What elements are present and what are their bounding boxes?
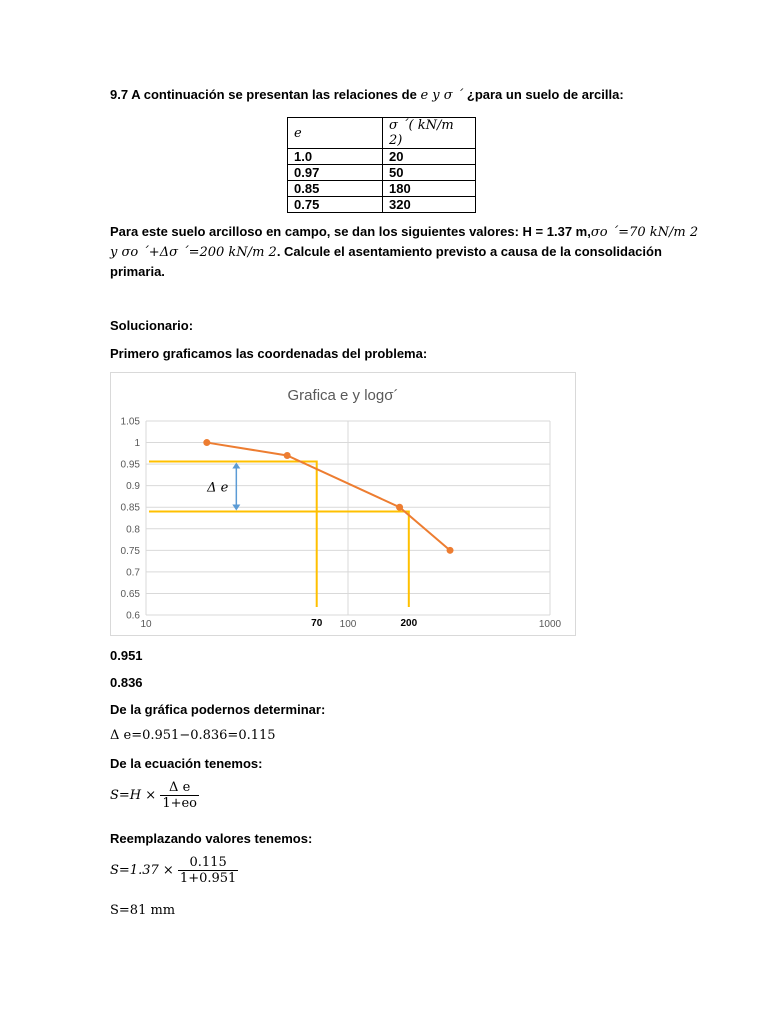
data-point bbox=[284, 452, 291, 459]
table-row bbox=[288, 165, 476, 181]
replacing-text: Reemplazando valores tenemos: bbox=[110, 831, 313, 846]
problem-math: e y σ ´ bbox=[420, 88, 464, 103]
table-row bbox=[288, 149, 476, 165]
table-cell: 0.85 bbox=[288, 181, 383, 197]
solution-heading: Solucionario: bbox=[110, 318, 194, 333]
delta-e-equation: Δ e=0.951−0.836=0.115 bbox=[110, 728, 276, 743]
paragraph-line-1 bbox=[110, 224, 698, 240]
delta-e-label: Δ e bbox=[207, 480, 229, 496]
settlement-result: S=81 mm bbox=[110, 903, 176, 918]
y-tick-label: 0.8 bbox=[126, 524, 140, 536]
settlement-formula bbox=[110, 780, 199, 811]
e-value-2: 0.836 bbox=[110, 675, 143, 690]
e-value-1: 0.951 bbox=[110, 648, 143, 663]
table-row bbox=[288, 181, 476, 197]
y-tick-label: 0.7 bbox=[126, 567, 140, 579]
data-table bbox=[287, 117, 476, 213]
calc-lhs: S=1.37 × bbox=[110, 863, 174, 878]
table-cell: 180 bbox=[383, 181, 476, 197]
problem-line-1 bbox=[110, 87, 624, 103]
chart-svg bbox=[111, 373, 575, 635]
x-tick-label: 1000 bbox=[538, 619, 562, 630]
table-header-cell: e bbox=[288, 118, 383, 149]
data-point bbox=[203, 439, 210, 446]
table-header-cell: σ ´( kN/m 2) bbox=[383, 118, 476, 149]
chart-title: Grafica e y logσ´ bbox=[287, 387, 399, 404]
y-tick-label: 0.95 bbox=[120, 459, 140, 471]
solution-intro: Primero graficamos las coordenadas del problema: bbox=[110, 346, 428, 361]
reference-line-sigma-final bbox=[149, 512, 409, 607]
chart bbox=[110, 372, 576, 636]
sigma-reference-label: 70 bbox=[311, 618, 323, 629]
table-cell: 320 bbox=[383, 197, 476, 213]
formula-lhs: S=H × bbox=[110, 788, 157, 803]
reference-line-sigma-0 bbox=[149, 462, 317, 607]
paragraph-line-3: primaria. bbox=[110, 264, 165, 279]
formula-numerator: Δ e bbox=[160, 780, 199, 796]
settlement-calculation bbox=[110, 855, 238, 886]
y-tick-label: 0.9 bbox=[126, 481, 140, 493]
y-tick-label: 1.05 bbox=[120, 416, 140, 428]
table-cell: 1.0 bbox=[288, 149, 383, 165]
from-graph-text: De la gráfica podernos determinar: bbox=[110, 702, 326, 717]
paragraph-line-2 bbox=[110, 244, 662, 260]
formula-fraction bbox=[160, 780, 199, 811]
calc-fraction bbox=[178, 855, 238, 886]
table-cell: 20 bbox=[383, 149, 476, 165]
problem-prefix: 9.7 A continuación se presentan las relaciones de bbox=[110, 87, 417, 102]
paragraph-math: y σo ´+Δσ ´=200 kN/m 2 bbox=[110, 245, 277, 260]
x-tick-label: 100 bbox=[339, 619, 357, 630]
calc-numerator: 0.115 bbox=[178, 855, 238, 871]
problem-suffix: ¿para un suelo de arcilla: bbox=[466, 87, 624, 102]
y-tick-label: 1 bbox=[134, 438, 140, 450]
data-point bbox=[396, 504, 403, 511]
table-cell: 0.75 bbox=[288, 197, 383, 213]
from-equation-text: De la ecuación tenemos: bbox=[110, 756, 263, 771]
formula-denominator: 1+eo bbox=[162, 796, 197, 811]
series-line bbox=[207, 443, 450, 551]
x-tick-label: 10 bbox=[140, 619, 152, 630]
calc-denominator: 1+0.951 bbox=[179, 871, 237, 886]
table-cell: 50 bbox=[383, 165, 476, 181]
table-cell: 0.97 bbox=[288, 165, 383, 181]
y-tick-label: 0.85 bbox=[120, 502, 140, 514]
sigma-reference-label: 200 bbox=[400, 618, 418, 629]
table-row bbox=[288, 197, 476, 213]
y-tick-label: 0.75 bbox=[120, 545, 140, 557]
y-tick-label: 0.65 bbox=[120, 588, 140, 600]
table-header-row bbox=[288, 118, 476, 149]
delta-e-arrowhead-top bbox=[232, 463, 240, 469]
paragraph-math: σo ´=70 kN/m 2 bbox=[590, 225, 699, 240]
y-tick-label: 0.6 bbox=[126, 610, 140, 622]
paragraph-text: Para este suelo arcilloso en campo, se dan los siguientes valores: H = 1.37 m, bbox=[110, 224, 591, 239]
paragraph-text: . Calcule el asentamiento previsto a causa de la consolidación bbox=[276, 244, 662, 259]
data-point bbox=[447, 547, 454, 554]
